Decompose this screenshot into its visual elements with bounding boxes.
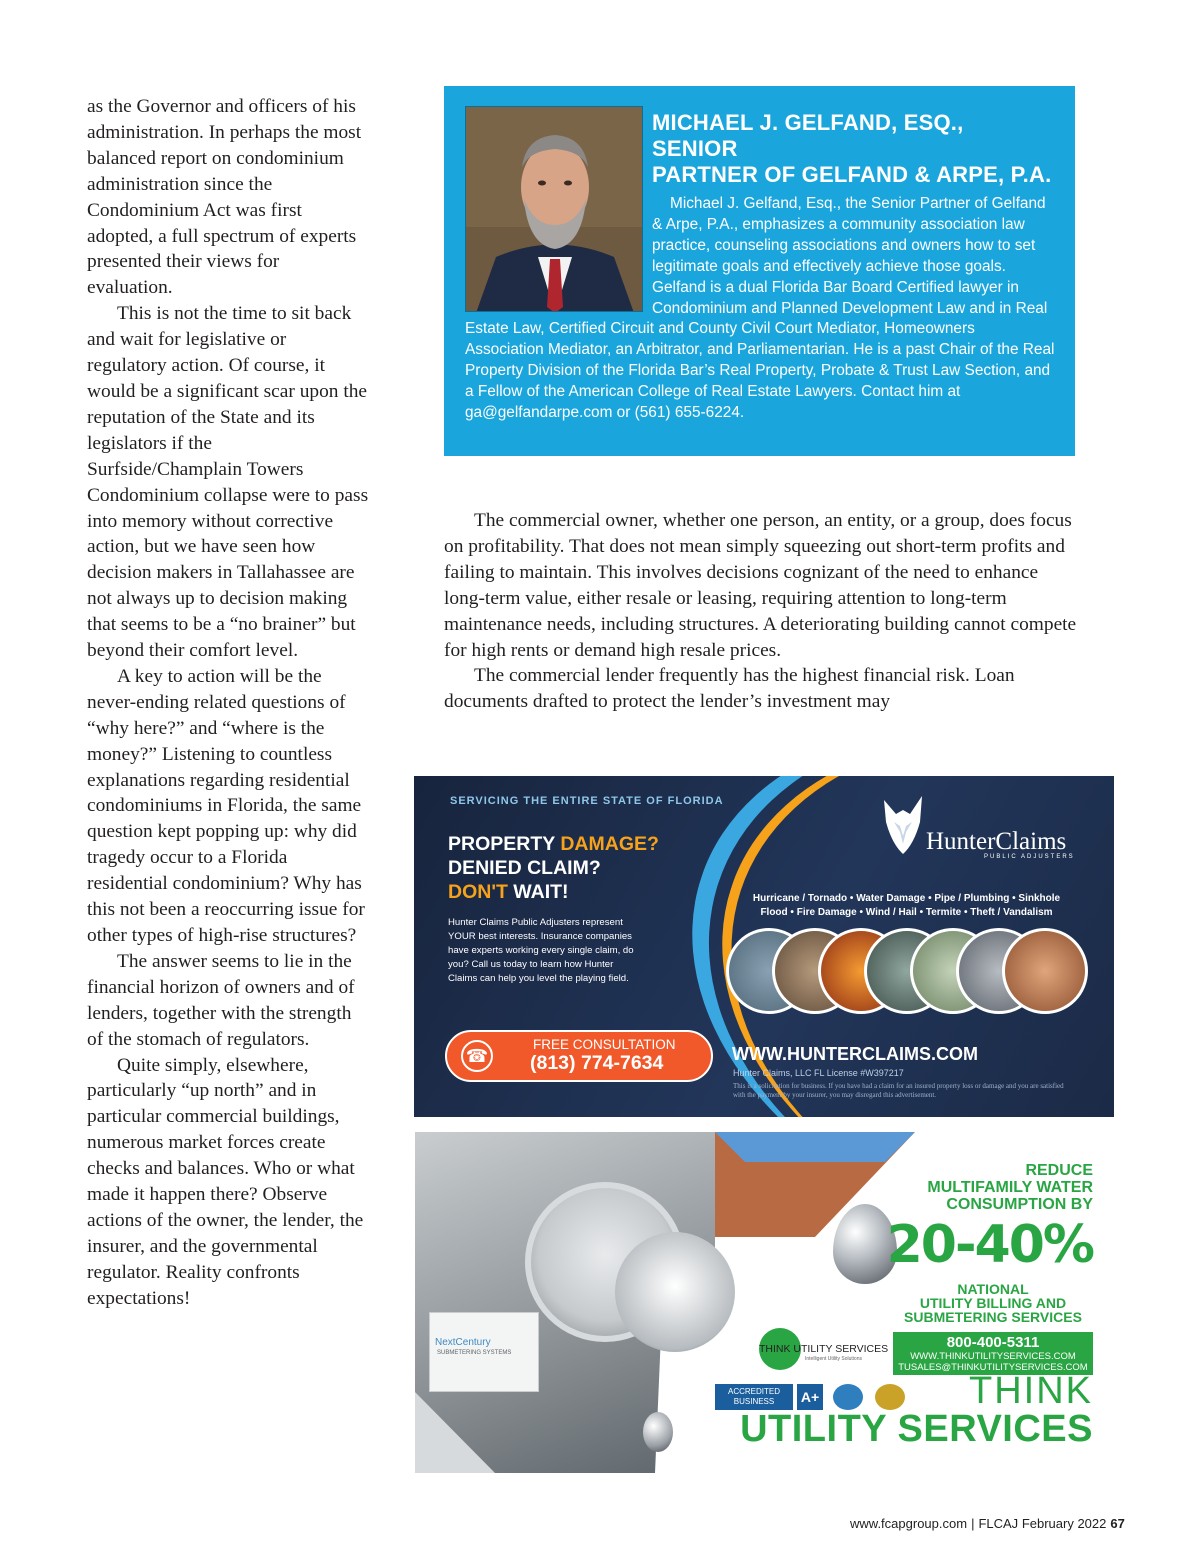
body-paragraph: as the Governor and officers of his administration. In perhaps the most balanced report on condominium administration since the Condominium Act was first adopted, a full spectrum of experts presented their views for evaluation. (87, 96, 362, 299)
electric-meter-icon (615, 1232, 735, 1352)
email-link[interactable]: TUSALES@THINKUTILITYSERVICES.COM (898, 1362, 1088, 1373)
author-bio-box (444, 86, 1075, 456)
page-number: 67 (1110, 1516, 1125, 1531)
body-paragraph: Quite simply, elsewhere, particularly “up north” and in particular commercial buildings, numerous market forces create checks and balances. Who or what made it happen there? Observe actions of the owner, the lender, the insurer, and the governmental regulator. Reality confronts expectations! (87, 1054, 364, 1309)
phone-icon: ☎ (461, 1040, 493, 1072)
footer-site: www.fcapgroup.com (850, 1516, 968, 1531)
website-link[interactable]: WWW.THINKUTILITYSERVICES.COM (910, 1351, 1076, 1362)
utility-services-wordmark: UTILITY SERVICES (740, 1408, 1093, 1450)
termite-photo (1002, 928, 1088, 1014)
left-column (87, 94, 369, 1312)
think-logo-text: THINK UTILITY SERVICES (759, 1343, 889, 1355)
phone-number[interactable]: 800-400-5311 (946, 1334, 1040, 1351)
servicing-tagline: SERVICING THE ENTIRE STATE OF FLORIDA (450, 795, 724, 807)
rating-badge: A+ (797, 1384, 823, 1410)
body-paragraph: The commercial owner, whether one person, an entity, or a group, does focus on profitability. That does not mean simply squeezing out short-term profits and failing to maintain. This involves decisions cognizant of the need to enhance long-term value, either resale or leasing, requiring attention to long-term maintenance needs, including structures. A deteriorating building cannot compete for high rents or demand high resale prices. (444, 510, 1077, 661)
epa-badge-icon (833, 1384, 863, 1410)
bbb-badge: ACCREDITED BUSINESS (715, 1384, 793, 1410)
ad-headline: PROPERTY DAMAGE? DENIED CLAIM? DON'T WAIT! (448, 833, 659, 903)
license-text: Hunter Claims, LLC FL License #W397217 (733, 1068, 904, 1078)
page-footer (850, 1516, 1125, 1531)
services-list: Hurricane / Tornado • Water Damage • Pipe / Plumbing • Sinkhole Flood • Fire Damage • Wind / Hail • Termite • Theft / Vandalism (752, 893, 1061, 918)
bio-title: MICHAEL J. GELFAND, ESQ., SENIOR PARTNER OF GELFAND & ARPE, P.A. (652, 110, 1052, 187)
reduce-headline: REDUCE MULTIFAMILY WATER CONSUMPTION BY (927, 1162, 1093, 1213)
hunter-claims-logo: HunterClaims (926, 828, 1067, 855)
body-paragraph: The answer seems to lie in the financial horizon of owners and of lenders, together with the strength of the stomach of regulators. (87, 950, 355, 1050)
website-link[interactable]: WWW.HUNTERCLAIMS.COM (732, 1044, 978, 1064)
bio-text: Michael J. Gelfand, Esq., the Senior Partner of Gelfand & Arpe, P.A., emphasizes a community association law practice, counseling associations and owners how to set legitimate goals and effectively achieve those goals. Gelfand is a dual Florida Bar Board Certified lawyer in Condominium and Planned Development Law and in Real Estate Law, Certified Circuit and County Civil Court Mediator, Homeowners Association Mediator, an Arbitrator, and Parliamentarian. He is a past Chair of the Real Property Division of the Florida Bar’s Real Property, Probate & Trust Law Section, and a Fellow of the American College of Real Estate Lawyers. Contact him at ga@gelfandarpe.com or (561) 655-6224. (465, 195, 1055, 422)
logo-subtitle: PUBLIC ADJUSTERS (984, 854, 1075, 860)
think-wordmark: THINK (969, 1370, 1093, 1412)
damage-photo-circles (726, 928, 1106, 1014)
award-badge-icon (875, 1384, 905, 1410)
submetering-label: SUBMETERING SYSTEMS (437, 1350, 512, 1356)
footer-publication: FLCAJ (978, 1516, 1019, 1531)
savings-percent: 20-40% (886, 1215, 1093, 1275)
footer-separator: | (971, 1516, 975, 1531)
wolf-logo-icon (880, 792, 926, 858)
footer-date: February 2022 (1021, 1516, 1107, 1531)
middle-text (444, 508, 1080, 715)
think-logo-subtitle: Intelligent Utility Solutions (805, 1356, 862, 1362)
think-utility-ad[interactable] (415, 1132, 1115, 1473)
nextcentury-label: NextCentury (435, 1337, 491, 1348)
ad-disclaimer: This is a solicitation for business. If you have had a claim for an insured property loss or damage and you are satisfied with the payment by your insurer, you may disregard this advertisement. (733, 1082, 1064, 1099)
body-paragraph: A key to action will be the never-ending related questions of “why here?” and “where is the money?” Listening to countless explanations regarding residential condominiums in Florida, the same question kept popping up: why did tragedy occur to a Florida residential condominium? Why has this not been a reoccurring issue for other types of high-rise structures? (87, 665, 365, 946)
portrait-illustration (466, 107, 643, 312)
water-drop-icon (643, 1412, 673, 1452)
author-photo (465, 106, 643, 312)
hunter-claims-ad[interactable] (414, 776, 1114, 1117)
contact-block[interactable] (893, 1332, 1093, 1375)
ad-body-text: Hunter Claims Public Adjusters represent YOUR best interests. Insurance companies have experts working every single claim, do you? Call us today to learn how Hunter Claims can help you level the playing field. (448, 917, 634, 984)
national-services: NATIONAL UTILITY BILLING AND SUBMETERING SERVICES (904, 1281, 1082, 1325)
free-consultation-button[interactable]: ☎ FREE CONSULTATION (813) 774-7634 (445, 1030, 713, 1082)
body-paragraph: The commercial lender frequently has the highest financial risk. Loan documents drafted to protect the lender’s investment may (444, 665, 1015, 713)
body-paragraph: This is not the time to sit back and wait for legislative or regulatory action. Of course, it would be a significant scar upon the reputation of the State and its legislators if the Surfside/Champlain Towers Condominium collapse were to pass into memory without corrective action, but we have seen how decision makers in Tallahassee are not always up to decision making that seems to be a “no brainer” but beyond their comfort level. (87, 303, 369, 662)
